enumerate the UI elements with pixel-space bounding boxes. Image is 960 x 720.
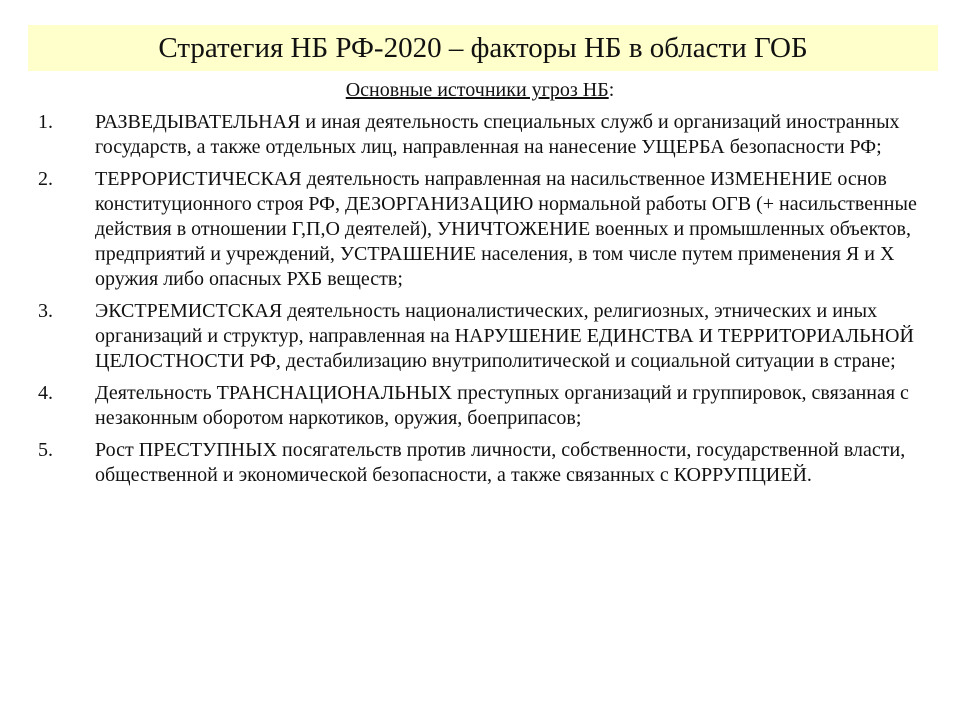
- list-item: [38, 381, 938, 431]
- list-item-text: ТЕРРОРИСТИЧЕСКАЯ деятельность направленная на насильственное ИЗМЕНЕНИЕ основ конституционного строя РФ, ДЕЗОРГАНИЗАЦИЮ нормальной работы ОГВ (+ насильственные действия в отношении Г,П,О деятелей), УНИЧТОЖЕНИЕ военных и промышленных объектов, предприятий и учреждений, УСТРАШЕНИЕ населения, в том числе путем применения Я и Х оружия либо опасных РХБ веществ;: [95, 168, 917, 290]
- list-item-number: 2.: [38, 168, 53, 190]
- list-item: [38, 167, 938, 292]
- list-item-number: 4.: [38, 382, 53, 404]
- list-item-text: ЭКСТРЕМИСТСКАЯ деятельность националистических, религиозных, этнических и иных организаций и структур, направленная на НАРУШЕНИЕ ЕДИНСТВА И ТЕРРИТОРИАЛЬНОЙ ЦЕЛОСТНОСТИ РФ, дестабилизацию внутриполитической и социальной ситуации в стране;: [95, 300, 914, 372]
- list-item-number: 1.: [38, 111, 53, 133]
- list-item-text: РАЗВЕДЫВАТЕЛЬНАЯ и иная деятельность специальных служб и организаций иностранных государств, а также отдельных лиц, направленная на нанесение УЩЕРБА безопасности РФ;: [95, 111, 900, 158]
- section-heading-text: Основные источники угроз НБ: [345, 79, 609, 101]
- list-item-number: 5.: [38, 439, 53, 461]
- list-item-number: 3.: [38, 300, 53, 322]
- threat-list: [38, 110, 938, 495]
- list-item-text: Рост ПРЕСТУПНЫХ посягательств против личности, собственности, государственной власти, общественной и экономической безопасности, а также связанных с КОРРУПЦИЕЙ.: [95, 439, 906, 486]
- list-item: [38, 110, 938, 160]
- list-item: [38, 438, 938, 488]
- title-banner: [28, 25, 938, 71]
- section-heading-colon: :: [608, 79, 615, 101]
- slide-title: Стратегия НБ РФ-2020 – факторы НБ в области ГОБ: [158, 31, 808, 64]
- list-item-text: Деятельность ТРАНСНАЦИОНАЛЬНЫХ преступных организаций и группировок, связанная с незаконным оборотом наркотиков, оружия, боеприпасов;: [95, 382, 909, 429]
- section-heading: [0, 79, 960, 101]
- list-item: [38, 299, 938, 374]
